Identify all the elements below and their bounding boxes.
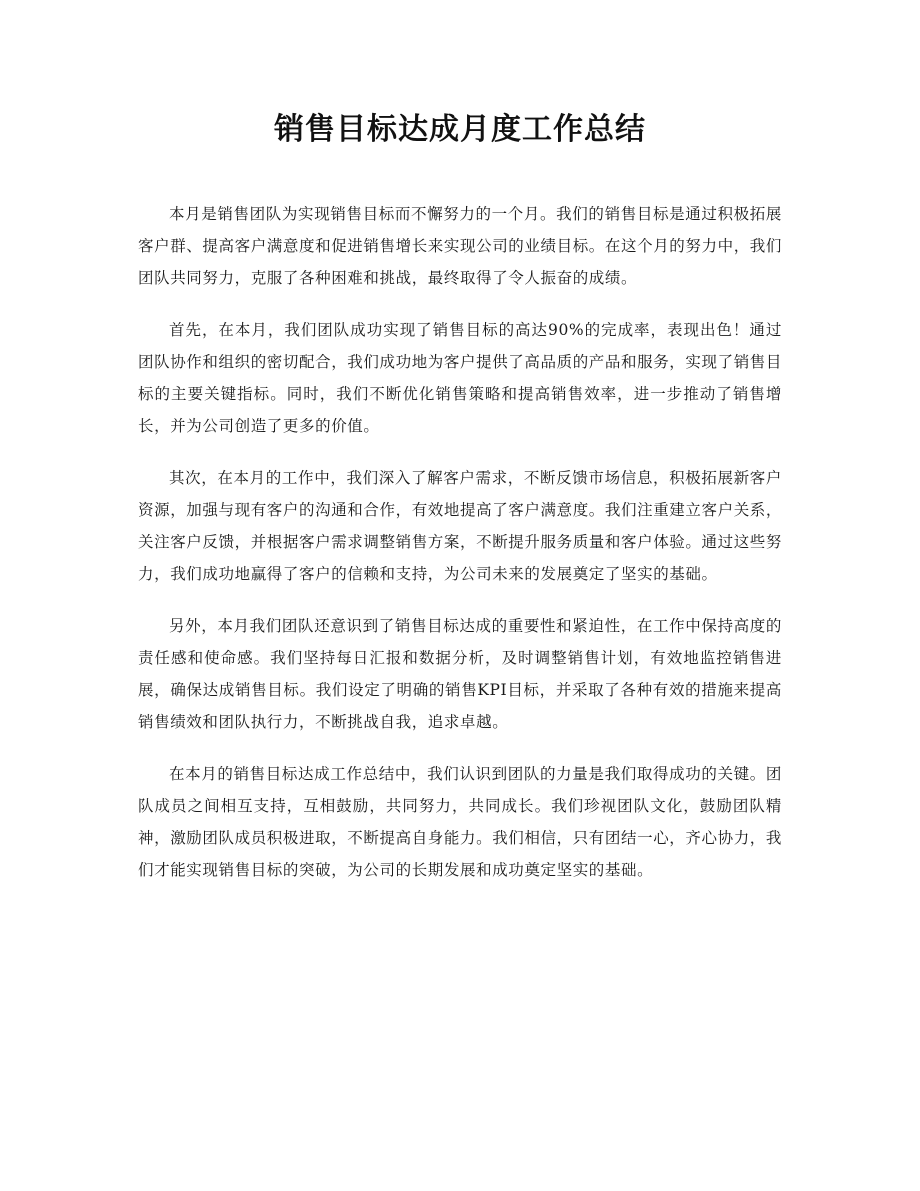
paragraph-conclusion: 在本月的销售目标达成工作总结中，我们认识到团队的力量是我们取得成功的关键。团队成员之间相互支持，互相鼓励，共同努力，共同成长。我们珍视团队文化，鼓励团队精神，激励团队成员积极进取，不断提高自身能力。我们相信，只有团结一心，齐心协力，我们才能实现销售目标的突破，为公司的长期发展和成功奠定坚实的基础。 (138, 765, 783, 879)
document-title: 销售目标达成月度工作总结 (274, 112, 646, 147)
paragraph-first: 首先，在本月，我们团队成功实现了销售目标的高达90%的完成率，表现出色！通过团队协作和组织的密切配合，我们成功地为客户提供了高品质的产品和服务，实现了销售目标的主要关键指标。同时，我们不断优化销售策略和提高销售效率，进一步推动了销售增长，并为公司创造了更多的价值。 (138, 321, 783, 435)
paragraph-second: 其次，在本月的工作中，我们深入了解客户需求，不断反馈市场信息，积极拓展新客户资源，加强与现有客户的沟通和合作，有效地提高了客户满意度。我们注重建立客户关系，关注客户反馈，并根据客户需求调整销售方案，不断提升服务质量和客户体验。通过这些努力，我们成功地赢得了客户的信赖和支持，为公司未来的发展奠定了坚实的基础。 (138, 469, 783, 583)
paragraph-intro: 本月是销售团队为实现销售目标而不懈努力的一个月。我们的销售目标是通过积极拓展客户群、提高客户满意度和促进销售增长来实现公司的业绩目标。在这个月的努力中，我们团队共同努力，克服了各种困难和挑战，最终取得了令人振奋的成绩。 (138, 205, 783, 287)
paragraph-third: 另外，本月我们团队还意识到了销售目标达成的重要性和紧迫性，在工作中保持高度的责任感和使命感。我们坚持每日汇报和数据分析，及时调整销售计划，有效地监控销售进展，确保达成销售目标。我们设定了明确的销售KPI目标，并采取了各种有效的措施来提高销售绩效和团队执行力，不断挑战自我，追求卓越。 (138, 617, 782, 731)
